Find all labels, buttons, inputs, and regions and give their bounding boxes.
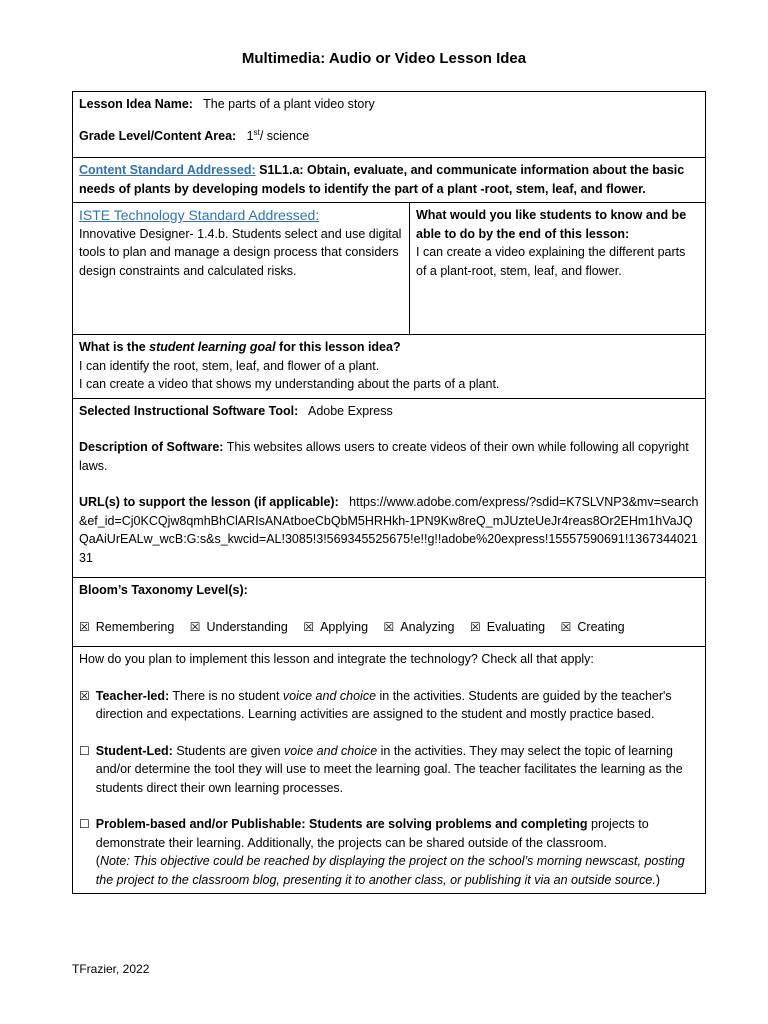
bloom-level-label: Understanding bbox=[206, 619, 288, 634]
option-text-part: projects to demonstrate their learning. Additionally, the projects can be shared outside of the classroom. bbox=[95, 817, 649, 850]
bloom-label: Bloom’s Taxonomy Level(s): bbox=[79, 583, 248, 598]
option-text-emphasis: voice and choice bbox=[284, 743, 378, 758]
unchecked-box-icon[interactable]: ☐ bbox=[79, 743, 90, 758]
bloom-level-label: Remembering bbox=[95, 619, 175, 634]
software-row bbox=[73, 398, 706, 578]
goal-question-em: student learning goal bbox=[149, 340, 276, 355]
bloom-row bbox=[73, 578, 706, 647]
bloom-level-remembering[interactable] bbox=[79, 620, 174, 634]
bloom-level-analyzing[interactable] bbox=[384, 620, 455, 634]
option-student-led[interactable] bbox=[79, 742, 699, 798]
software-url-line bbox=[79, 493, 699, 567]
software-desc-value: This websites allows users to create videos of their own while following all copyright laws. bbox=[79, 440, 689, 473]
goal-line-1: I can identify the root, stem, leaf, and flower of a plant. bbox=[79, 358, 380, 373]
option-problem-based-label: Problem-based and/or Publishable: Students are solving problems and completing bbox=[95, 817, 588, 832]
note-close: ) bbox=[655, 872, 660, 887]
checked-box-icon[interactable]: ☒ bbox=[303, 619, 315, 634]
option-text-emphasis: voice and choice bbox=[282, 688, 377, 703]
content-standard-row bbox=[73, 158, 706, 203]
standards-row bbox=[73, 203, 706, 335]
bloom-level-label: Creating bbox=[577, 619, 625, 634]
know-question: What would you like students to know and be able to do by the end of this lesson: bbox=[416, 208, 687, 241]
software-tool-line bbox=[79, 402, 699, 421]
goal-row bbox=[73, 335, 706, 399]
checked-box-icon[interactable]: ☒ bbox=[469, 619, 481, 634]
option-note-text: Note: This objective could be reached by displaying the project on the school’s morning newscast, posting the project to the classroom blog, presenting it to another class, or publishing it via an outside source. bbox=[95, 854, 685, 887]
option-teacher-led-text bbox=[96, 687, 699, 724]
option-text-part: There is no student bbox=[169, 688, 283, 703]
implementation-row bbox=[73, 647, 706, 894]
bloom-level-label: Analyzing bbox=[400, 619, 455, 634]
grade-label: Grade Level/Content Area: bbox=[79, 128, 237, 143]
footer-credit: TFrazier, 2022 bbox=[72, 962, 150, 976]
content-standard-value: S1L1.a: Obtain, evaluate, and communicate information about the basic needs of plants by developing models to identify the part of a plant -root, stem, leaf, and flower. bbox=[79, 163, 685, 196]
option-text-part: Students are given bbox=[172, 743, 285, 758]
document-title: Multimedia: Audio or Video Lesson Idea bbox=[241, 50, 527, 67]
implementation-question: How do you plan to implement this lesson and integrate the technology? Check all that apply: bbox=[79, 652, 594, 667]
software-url-link[interactable]: https://www.adobe.com/express/?sdid=K7SLVNP3&mv=search&ef_id=Cj0KCQjw8qmhBhClARIsANAtboeCbQbM5HRHkh-1PN9Kw8reQ_mJUzteUeJr4reas8Or2EHm1hVaJQQaAiUrEALw_wcB:G:s&s_kwcid=AL!3085!3!569345525675!e!!g!!adobe%20express!15557590691!136734402131 bbox=[79, 495, 699, 565]
know-answer: I can create a video explaining the different parts of a plant-root, stem, leaf, and flower. bbox=[416, 245, 686, 278]
software-desc-line bbox=[79, 438, 699, 475]
option-student-led-text bbox=[96, 742, 699, 798]
iste-cell bbox=[73, 203, 410, 335]
software-tool-label: Selected Instructional Software Tool: bbox=[79, 403, 299, 418]
option-problem-based-text bbox=[96, 815, 699, 889]
bloom-level-evaluating[interactable] bbox=[470, 620, 545, 634]
checked-box-icon[interactable]: ☒ bbox=[79, 688, 90, 703]
grade-rest: / science bbox=[259, 128, 310, 143]
grade-number: 1 bbox=[246, 128, 254, 143]
goal-question bbox=[79, 338, 699, 357]
unchecked-box-icon[interactable]: ☐ bbox=[79, 817, 90, 832]
checked-box-icon[interactable]: ☒ bbox=[383, 619, 395, 634]
bloom-level-creating[interactable] bbox=[561, 620, 625, 634]
bloom-levels bbox=[79, 618, 699, 637]
option-teacher-led-label: Teacher-led: bbox=[95, 688, 170, 703]
bloom-level-label: Applying bbox=[320, 619, 369, 634]
goal-question-pre: What is the bbox=[79, 340, 150, 355]
bloom-level-understanding[interactable] bbox=[190, 620, 288, 634]
bloom-level-applying[interactable] bbox=[303, 620, 368, 634]
option-student-led-label: Student-Led: bbox=[95, 743, 173, 758]
lesson-idea-line bbox=[79, 95, 699, 114]
lesson-table bbox=[72, 91, 706, 894]
lesson-idea-label: Lesson Idea Name: bbox=[79, 97, 193, 111]
checked-box-icon[interactable]: ☒ bbox=[560, 619, 572, 634]
software-tool-value: Adobe Express bbox=[307, 403, 393, 418]
checked-box-icon[interactable]: ☒ bbox=[189, 619, 201, 634]
iste-label: ISTE Technology Standard Addressed: bbox=[79, 207, 320, 224]
bloom-level-label: Evaluating bbox=[486, 619, 546, 634]
goal-question-post: for this lesson idea? bbox=[275, 340, 401, 355]
software-url-label: URL(s) to support the lesson (if applicable): bbox=[79, 495, 339, 510]
grade-sup: st bbox=[253, 127, 260, 137]
lesson-name-row bbox=[73, 92, 706, 158]
option-problem-based[interactable] bbox=[79, 815, 699, 889]
checked-box-icon[interactable]: ☒ bbox=[79, 619, 90, 634]
note-open: ( bbox=[95, 854, 100, 869]
goal-line-2: I can create a video that shows my understanding about the parts of a plant. bbox=[79, 377, 500, 392]
know-cell bbox=[410, 203, 706, 335]
software-desc-label: Description of Software: bbox=[79, 440, 224, 455]
option-text-part: in the activities. They may select the topic of learning and/or determine the tool they will use to meet the learning goal. The teacher facilitates the learning as the students direct their own learning processes. bbox=[95, 743, 683, 795]
iste-value: Innovative Designer- 1.4.b. Students select and use digital tools to plan and manage a design process that considers design constraints and calculated risks. bbox=[79, 226, 402, 278]
lesson-idea-value: The parts of a plant video story bbox=[203, 97, 375, 111]
option-teacher-led[interactable] bbox=[79, 687, 699, 724]
grade-line bbox=[79, 124, 699, 146]
option-text-part: in the activities. Students are guided by the teacher's direction and expectations. Learning activities are assigned to the student and mostly practice based. bbox=[95, 688, 672, 722]
content-standard-label: Content Standard Addressed: bbox=[79, 163, 256, 178]
